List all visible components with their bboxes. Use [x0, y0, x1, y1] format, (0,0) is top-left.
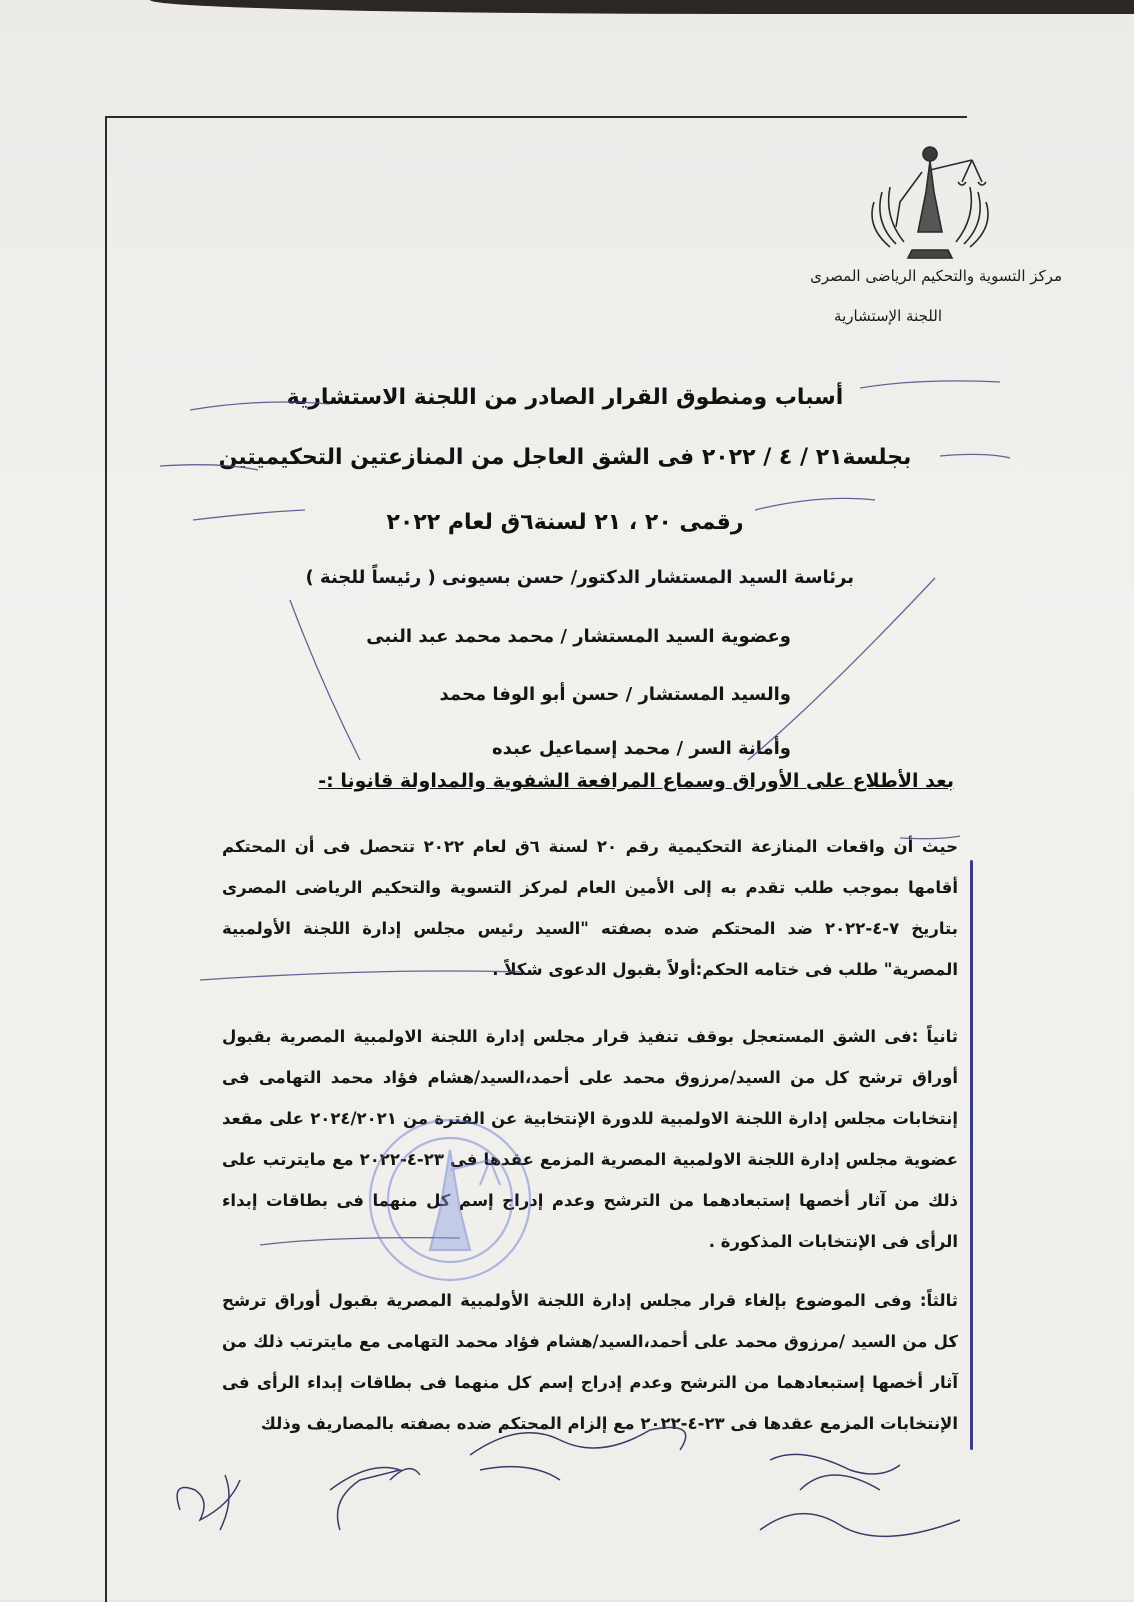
body-paragraph-2: ثانياً :فى الشق المستعجل بوقف تنفيذ قرار مجلس إدارة اللجنة الاولمبية المصرية بقبول أوراق ترشح كل من السيد/مرزوق محمد على أحمد،السيد/هشام فؤاد محمد التهامى فى إنتخابات مجلس إدارة اللجنة الاولمبية للدورة الإنتخابية عن الفترة من ٢٠٢٤/٢٠٢١ على مقعد عضوية مجلس إدارة اللجنة الاولمبية المصرية المزمع عقدها فى ٢٣-٤-٢٠٢٢ مع مايترتب على ذلك من آثار أخصها إستبعادهما من الترشح وعدم إدراج إسم كل منهما فى بطاقات إبداء الرأى فى الإنتخابات المذكورة . [222, 1027, 958, 1251]
panel-member-1: وعضوية السيد المستشار / محمد محمد عبد النبى [366, 626, 791, 647]
pen-margin-line [970, 860, 973, 1450]
organization-header [722, 267, 1062, 325]
decision-title: أسباب ومنطوق القرار الصادر من اللجنة الاستشارية [286, 385, 844, 410]
signature-2-icon [330, 1468, 420, 1531]
panel-secretary: وأمانة السر / محمد إسماعيل عبده [492, 738, 791, 759]
committee-name: اللجنة الإستشارية [834, 307, 942, 325]
after-review-heading: بعد الأطلاع على الأوراق وسماع المرافعة الشفوية والمداولة قانونا :- [318, 770, 954, 792]
page-top-edge [150, 0, 1134, 14]
signature-3-icon [470, 1428, 686, 1481]
body-paragraph-1: حيث أن واقعات المنازعة التحكيمية رقم ٢٠ لسنة ٦ق لعام ٢٠٢٢ تتحصل فى أن المحتكم أقامها بموجب طلب تقدم به إلى الأمين العام لمركز التسوية والتحكيم الرياضى المصرى بتاريخ ٧-٤-٢٠٢٢ ضد المحتكم ضده بصفته "السيد رئيس مجلس إدارة اللجنة الأولمبية المصرية" طلب فى ختامه الحكم:أولاً بقبول الدعوى شكلاً . [222, 837, 958, 979]
body-paragraph-3: ثالثاً: وفى الموضوع بإلغاء قرار مجلس إدارة اللجنة الأولمبية المصرية بقبول أوراق ترشح كل من السيد /مرزوق محمد على أحمد،السيد/هشام فؤاد محمد التهامى مع مايترتب ذلك من آثار أخصها إستبعادهما من الترشح وعدم إدراج إسم كل منهما فى بطاقات إبداء الرأى فى الإنتخابات المزمع عقدها فى ٢٣-٤-٢٠٢٢ مع إلزام المحتكم ضده بصفته بالمصاريف وذلك [222, 1291, 958, 1433]
lady-justice-logo-icon [860, 132, 1000, 262]
panel-chair: برئاسة السيد المستشار الدكتور/ حسن بسيونى ( رئيساً للجنة ) [305, 567, 854, 588]
signature-4-icon [760, 1454, 960, 1536]
case-numbers: رقمى ٢٠ ، ٢١ لسنة٦ق لعام ٢٠٢٢ [386, 510, 744, 535]
session-title: بجلسة٢١ / ٤ / ٢٠٢٢ فى الشق العاجل من المنازعتين التحكيميتين [218, 445, 912, 470]
panel-member-2: والسيد المستشار / حسن أبو الوفا محمد [439, 684, 791, 705]
organization-name: مركز التسوية والتحكيم الرياضى المصرى [810, 267, 1062, 285]
signatures-area [0, 1420, 1134, 1600]
signature-1-icon [177, 1475, 240, 1530]
